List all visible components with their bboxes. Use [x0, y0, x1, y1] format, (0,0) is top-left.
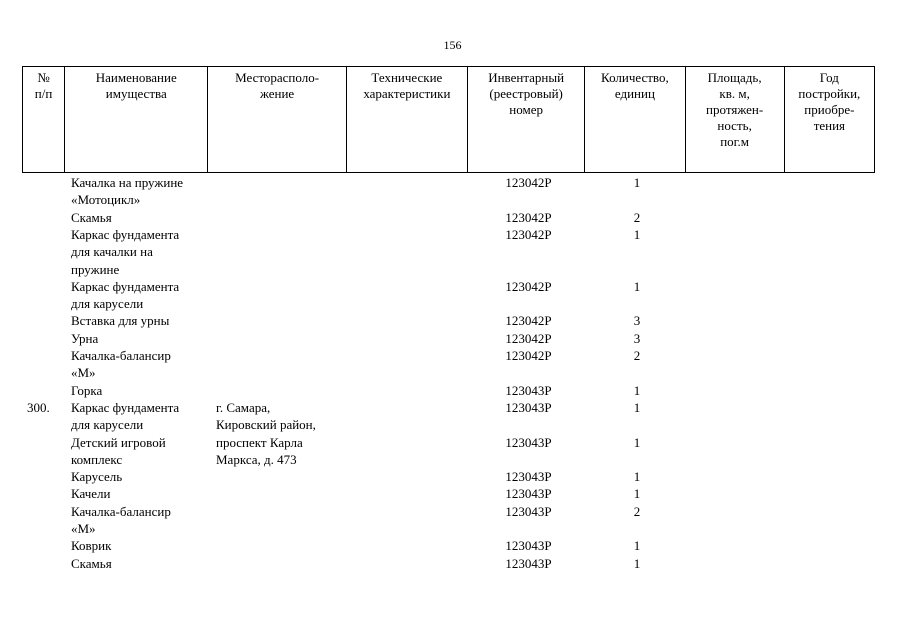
table-row: [0, 451, 905, 468]
cell-quantity: 1: [633, 382, 641, 398]
table-row: [0, 174, 905, 191]
cell-quantity: 1: [633, 538, 641, 554]
cell-quantity: 1: [633, 555, 641, 571]
table-row: [0, 503, 905, 520]
cell-name: для карусели: [71, 296, 144, 312]
table-row: [0, 364, 905, 381]
cell-name: для карусели: [71, 417, 144, 433]
cell-name: Коврик: [71, 538, 112, 554]
cell-quantity: 2: [633, 209, 641, 225]
cell-quantity: 3: [633, 330, 641, 346]
cell-quantity: 1: [633, 434, 641, 450]
table-row: [0, 485, 905, 502]
cell-name: Каркас фундамента: [71, 226, 180, 242]
cell-inventory: 123043Р: [505, 555, 552, 571]
cell-inventory: 123042Р: [505, 175, 552, 190]
cell-name: «М»: [71, 521, 96, 536]
table-row: [0, 434, 905, 451]
cell-number: 300.: [27, 399, 50, 415]
cell-inventory: 123042Р: [505, 226, 552, 242]
table-row: [0, 555, 905, 572]
cell-inventory: 123043Р: [505, 469, 552, 485]
cell-name: Качалка-балансир: [71, 348, 171, 363]
cell-inventory: 123043Р: [505, 503, 552, 519]
cell-name: Качалка-балансир: [71, 503, 171, 519]
table-row: [0, 191, 905, 208]
cell-inventory: 123043Р: [505, 434, 552, 450]
cell-inventory: 123042Р: [505, 209, 552, 225]
column-header-area: Площадь, кв. м, протяжен- ность, пог.м: [685, 67, 784, 173]
cell-location: проспект Карла: [216, 434, 303, 450]
table-row: [0, 243, 905, 260]
cell-name: Карусель: [71, 469, 123, 485]
cell-name: Каркас фундамента: [71, 278, 180, 294]
page-number: 156: [443, 38, 462, 52]
table-row: [0, 416, 905, 433]
table-row: [0, 209, 905, 226]
cell-name: «Мотоцикл»: [71, 192, 141, 208]
table-row: [0, 382, 905, 399]
cell-name: Качели: [71, 486, 111, 502]
column-header-specs: Технические характеристики: [346, 67, 467, 173]
column-header-year: Год постройки, приобре- тения: [784, 67, 874, 173]
cell-name: Каркас фундамента: [71, 399, 180, 415]
cell-name: Вставка для урны: [71, 313, 170, 329]
cell-name: Скамья: [71, 555, 112, 571]
cell-quantity: 1: [633, 278, 641, 294]
table-row: [0, 520, 905, 537]
cell-quantity: 3: [633, 313, 641, 329]
table-row: [0, 537, 905, 554]
column-header-location: Месторасполо- жение: [208, 67, 346, 173]
cell-name: Качалка на пружине: [71, 175, 184, 190]
table-row: [0, 312, 905, 329]
cell-name: для качалки на: [71, 244, 153, 260]
cell-inventory: 123042Р: [505, 330, 552, 346]
table-row: [0, 468, 905, 485]
cell-location: г. Самара,: [216, 399, 271, 415]
cell-inventory: 123043Р: [505, 382, 552, 398]
cell-quantity: 2: [633, 348, 641, 363]
table-row: [0, 295, 905, 312]
table-row: [0, 330, 905, 347]
table-header: [22, 66, 875, 173]
cell-inventory: 123043Р: [505, 538, 552, 554]
cell-name: пружине: [71, 261, 120, 277]
cell-inventory: 123042Р: [505, 348, 552, 363]
column-header-inventory: Инвентарный (реестровый) номер: [468, 67, 585, 173]
cell-name: комплекс: [71, 451, 123, 467]
cell-quantity: 1: [633, 399, 641, 415]
cell-quantity: 1: [633, 175, 641, 190]
column-header-number: № п/п: [23, 67, 65, 173]
cell-name: Детский игровой: [71, 434, 166, 450]
cell-name: Скамья: [71, 209, 112, 225]
cell-name: «М»: [71, 365, 96, 381]
cell-location: Кировский район,: [216, 417, 316, 433]
cell-location: Маркса, д. 473: [216, 451, 297, 467]
table-row: [0, 261, 905, 278]
cell-inventory: 123042Р: [505, 278, 552, 294]
cell-name: Урна: [71, 330, 99, 346]
cell-inventory: 123043Р: [505, 399, 552, 415]
table-row: [0, 226, 905, 243]
cell-inventory: 123042Р: [505, 313, 552, 329]
cell-quantity: 1: [633, 486, 641, 502]
cell-inventory: 123043Р: [505, 486, 552, 502]
column-header-quantity: Количество, единиц: [585, 67, 685, 173]
column-header-name: Наименование имущества: [65, 67, 208, 173]
table-row: [0, 399, 905, 416]
table-row: [0, 347, 905, 364]
cell-quantity: 2: [633, 503, 641, 519]
cell-quantity: 1: [633, 469, 641, 485]
table-row: [0, 278, 905, 295]
cell-name: Горка: [71, 382, 103, 398]
cell-quantity: 1: [633, 226, 641, 242]
